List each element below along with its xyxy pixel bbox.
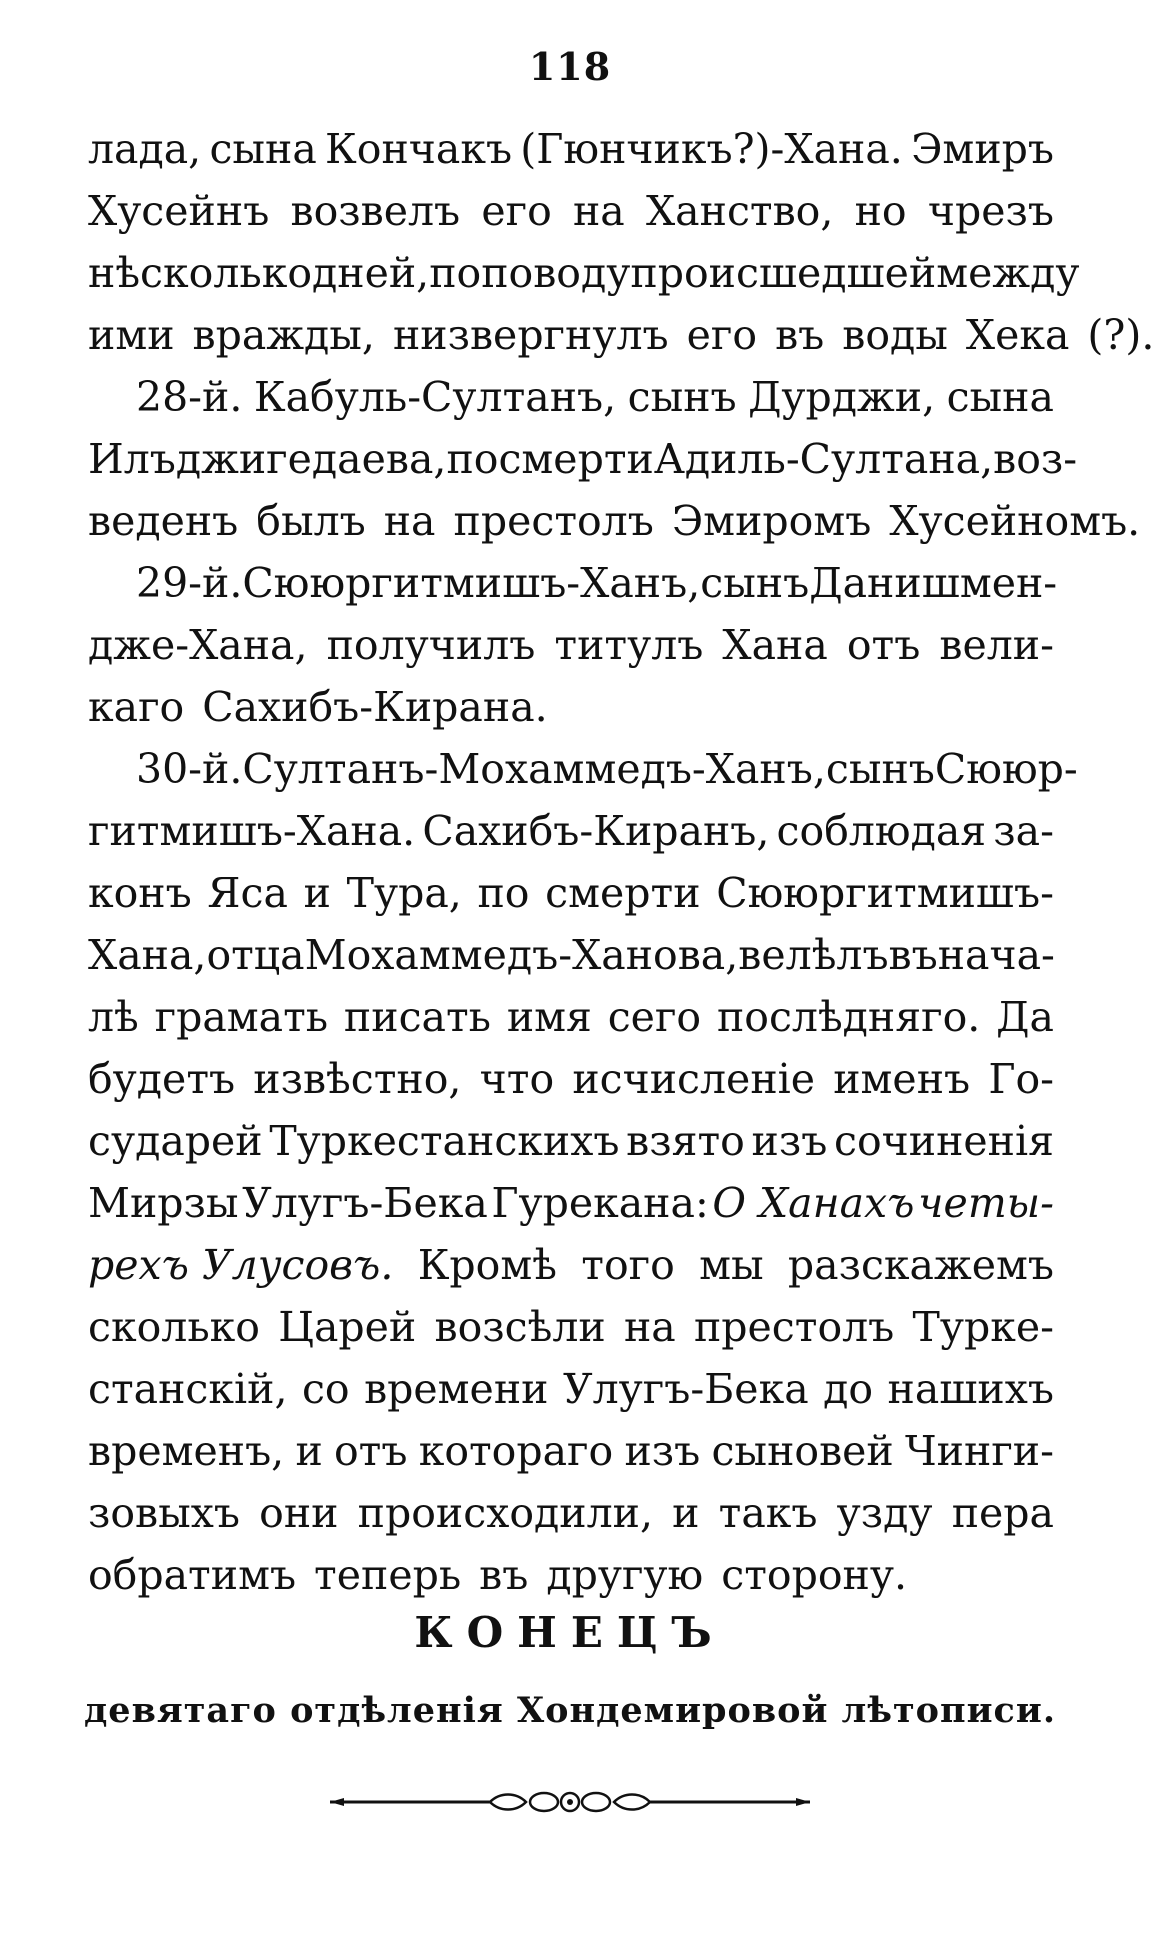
text-word: между <box>936 249 1080 297</box>
text-line <box>88 676 1054 738</box>
text-word: титулъ <box>554 621 704 669</box>
text-word: сыновей <box>711 1427 894 1475</box>
text-word: писать <box>343 993 491 1041</box>
text-word: исчисленіе <box>572 1055 816 1103</box>
text-word: 30-й. <box>136 745 243 793</box>
text-word: извѣстно, <box>253 1055 462 1103</box>
text-word: происшедшей <box>630 249 937 297</box>
text-word: зовыхъ <box>88 1489 240 1537</box>
text-word: по <box>446 435 499 483</box>
text-word: престолъ <box>453 497 654 545</box>
text-word: того <box>581 1241 675 1289</box>
text-word: другую <box>546 1551 704 1599</box>
text-line <box>88 1420 1054 1482</box>
text-word: Хусейномъ. <box>889 497 1141 545</box>
text-word: Хека <box>965 311 1070 359</box>
text-word: Эмиръ <box>911 125 1054 173</box>
text-word: велѣлъ <box>738 931 889 979</box>
text-word: былъ <box>256 497 366 545</box>
text-word: такъ <box>718 1489 818 1537</box>
text-word: Эмиромъ <box>671 497 872 545</box>
text-word: Царей <box>278 1303 417 1351</box>
text-word: Мохаммедъ-Ханова, <box>304 931 739 979</box>
text-word: чрезъ <box>927 187 1054 235</box>
text-word: за- <box>993 807 1054 855</box>
text-word: возсѣли <box>434 1303 606 1351</box>
text-word: мы <box>699 1241 764 1289</box>
text-line <box>88 614 1054 676</box>
body-text <box>88 118 1154 1606</box>
text-word: Сююргитмишъ- <box>716 869 1054 917</box>
text-line <box>88 118 1054 180</box>
text-word: соблюдая <box>776 807 987 855</box>
text-word: 28-й. <box>136 373 243 421</box>
text-word: отъ <box>334 1427 408 1475</box>
text-word: имя <box>506 993 592 1041</box>
text-line <box>88 924 1054 986</box>
text-line <box>88 1234 1054 1296</box>
text-word: на <box>572 187 625 235</box>
text-word: Да <box>996 993 1054 1041</box>
text-word: О Ханахъ <box>712 1179 915 1227</box>
text-word: Сююр- <box>934 745 1078 793</box>
text-word: сынъ <box>627 373 737 421</box>
text-word: временъ, <box>88 1427 285 1475</box>
text-word: на <box>623 1303 676 1351</box>
text-word: рехъ Улусовъ. <box>88 1241 394 1289</box>
text-word: времени <box>364 1365 549 1413</box>
page-number: 118 <box>528 44 612 89</box>
text-word: веденъ <box>88 497 239 545</box>
text-word: происходили, <box>357 1489 653 1537</box>
text-word: они <box>259 1489 339 1537</box>
text-word: разскажемъ <box>787 1241 1054 1289</box>
text-word: гитмишъ-Хана. <box>88 807 416 855</box>
text-word: смерти <box>545 869 701 917</box>
text-word: въ <box>888 931 938 979</box>
text-word: Гурекана: <box>491 1179 709 1227</box>
text-word: что <box>479 1055 555 1103</box>
text-word: вражды, <box>192 311 375 359</box>
text-word: его <box>481 187 552 235</box>
text-word: Чинги- <box>904 1427 1054 1475</box>
text-line <box>88 242 1080 304</box>
text-word: станскій, <box>88 1365 288 1413</box>
text-word: сторону. <box>721 1551 907 1599</box>
text-word: Яса <box>207 869 288 917</box>
end-title: КОНЕЦЪ <box>414 1608 726 1657</box>
text-line <box>88 1544 1054 1606</box>
text-word: каго <box>88 683 185 731</box>
text-word: Сахибъ-Киранъ, <box>422 807 770 855</box>
text-word: Тура, <box>346 869 462 917</box>
text-line <box>88 552 1058 614</box>
text-word: вели- <box>939 621 1054 669</box>
text-word: Туркестанскихъ <box>269 1117 620 1165</box>
text-word: въ <box>775 311 825 359</box>
text-word: Дурджи, <box>748 373 936 421</box>
text-word: получилъ <box>326 621 536 669</box>
text-word: сынъ <box>825 745 935 793</box>
text-word: конъ <box>88 869 192 917</box>
text-word: Сююргитмишъ-Ханъ, <box>242 559 701 607</box>
text-line <box>88 180 1054 242</box>
text-line <box>88 1172 1054 1234</box>
text-word: по <box>477 869 530 917</box>
text-word: теперь <box>314 1551 462 1599</box>
text-word: Турке- <box>912 1303 1054 1351</box>
text-word: Адиль-Султана, <box>653 435 994 483</box>
text-word: пера <box>951 1489 1054 1537</box>
text-word: Султанъ-Мохаммедъ-Ханъ, <box>242 745 826 793</box>
text-line <box>88 1358 1054 1420</box>
text-word: воды <box>842 311 948 359</box>
text-word: (?). <box>1087 311 1154 359</box>
text-line <box>88 304 1154 366</box>
text-word: нѣсколько <box>88 249 312 297</box>
text-word: нашихъ <box>887 1365 1054 1413</box>
ornament-divider-icon <box>330 1788 810 1816</box>
text-word: Данишмен- <box>809 559 1058 607</box>
text-word: отца <box>206 931 305 979</box>
text-line <box>88 1482 1054 1544</box>
text-word: въ <box>479 1551 529 1599</box>
text-word: Улугъ-Бека <box>242 1179 488 1227</box>
text-word: и <box>303 869 331 917</box>
text-word: низвергнулъ <box>392 311 669 359</box>
text-word: лада, <box>88 125 202 173</box>
text-word: грамать <box>154 993 329 1041</box>
text-line <box>88 428 1078 490</box>
text-line <box>88 800 1054 862</box>
text-word: и <box>295 1427 323 1475</box>
text-word: и <box>672 1489 700 1537</box>
text-word: до <box>823 1365 874 1413</box>
text-word: четы- <box>918 1179 1054 1227</box>
text-word: Хана <box>722 621 828 669</box>
text-line <box>88 366 1054 428</box>
text-word: взято <box>626 1117 745 1165</box>
text-word: по <box>429 249 482 297</box>
text-word: дней, <box>312 249 430 297</box>
text-word: будетъ <box>88 1055 236 1103</box>
text-word: изъ <box>751 1117 828 1165</box>
text-word: Ханство, <box>645 187 834 235</box>
text-line <box>88 1296 1054 1358</box>
text-word: Кабуль-Султанъ, <box>253 373 617 421</box>
text-word: послѣдняго. <box>716 993 981 1041</box>
text-word: но <box>854 187 907 235</box>
text-word: сына <box>209 125 317 173</box>
text-word: нача- <box>937 931 1055 979</box>
text-word: на <box>383 497 436 545</box>
text-word: сего <box>607 993 702 1041</box>
text-word: узду <box>836 1489 933 1537</box>
text-word: 29-й. <box>136 559 243 607</box>
text-word: обратимъ <box>88 1551 297 1599</box>
text-word: Улугъ-Бека <box>562 1365 809 1413</box>
text-word: лѣ <box>88 993 139 1041</box>
text-word: воз- <box>993 435 1078 483</box>
text-word: смерти <box>498 435 654 483</box>
text-word: Илъджигедаева, <box>88 435 447 483</box>
text-word: Мирзы <box>88 1179 239 1227</box>
end-subtitle: девятаго отдѣленія Хондемировой лѣтописи. <box>83 1690 1057 1731</box>
text-word: дже-Хана, <box>88 621 308 669</box>
text-word: со <box>301 1365 350 1413</box>
text-word: поводу <box>481 249 631 297</box>
text-word: именъ <box>833 1055 971 1103</box>
text-word: (Гюнчикъ?)-Хана. <box>520 125 903 173</box>
text-word: Кромѣ <box>417 1241 557 1289</box>
text-word: сынъ <box>700 559 810 607</box>
text-line <box>88 986 1054 1048</box>
text-word: Го- <box>988 1055 1054 1103</box>
text-word: сударей <box>88 1117 263 1165</box>
text-word: Хусейнъ <box>88 187 270 235</box>
text-word: его <box>686 311 758 359</box>
text-word: ими <box>88 311 175 359</box>
text-word: сколько <box>88 1303 260 1351</box>
text-word: Хана, <box>88 931 207 979</box>
text-word: престолъ <box>693 1303 895 1351</box>
text-line <box>88 1048 1054 1110</box>
text-line <box>88 862 1054 924</box>
text-word: Кончакъ <box>325 125 513 173</box>
text-word: изъ <box>624 1427 701 1475</box>
text-word: сына <box>946 373 1054 421</box>
text-word: Сахибъ-Кирана. <box>202 683 548 731</box>
text-line <box>88 738 1078 800</box>
text-word: отъ <box>846 621 921 669</box>
text-word: сочиненія <box>834 1117 1054 1165</box>
text-word: возвелъ <box>290 187 461 235</box>
text-line <box>88 1110 1054 1172</box>
text-line <box>88 490 1141 552</box>
text-word: котораго <box>418 1427 614 1475</box>
